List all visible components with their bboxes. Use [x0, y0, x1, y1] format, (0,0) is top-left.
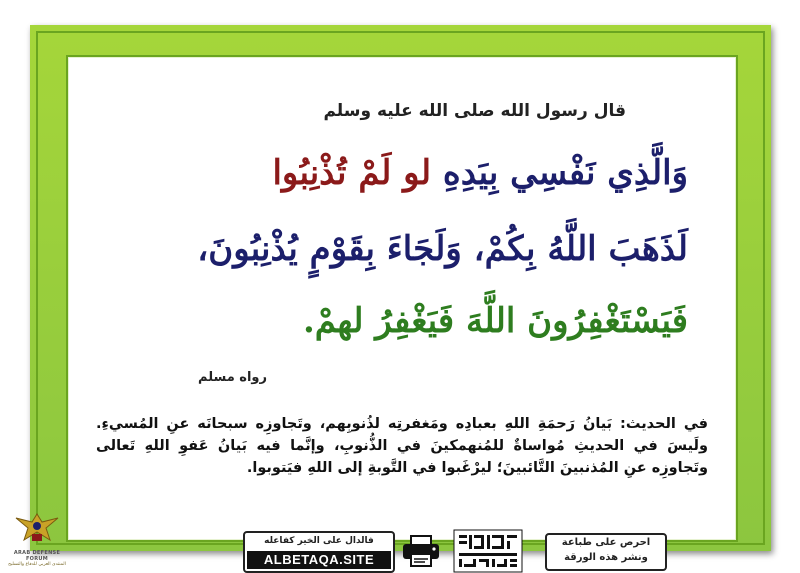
hadith-line-1	[272, 153, 688, 193]
print-reminder	[545, 533, 667, 571]
hadith-line-2: لَذَهَبَ اللَّهُ بِكُمْ، وَلَجَاءَ بِقَوْمٍ يُذْنِبُونَ،	[197, 229, 688, 269]
watermark-name: ARAB DEFENSE FORUM	[13, 550, 61, 562]
hadith-line-3: فَيَسْتَغْفِرُونَ اللَّهَ فَيَغْفِرُ لهمْ.	[302, 301, 688, 341]
watermark-logo	[4, 510, 70, 566]
site-url[interactable]: ALBETAQA.SITE	[247, 551, 391, 569]
hadith-line-1-part-b: لو لَمْ تُذْنِبُوا	[272, 153, 432, 193]
site-tagline: فالدال على الخير كفاعله	[264, 536, 374, 546]
intro-text: قال رسول الله صلى الله عليه وسلم	[323, 101, 626, 121]
footer-bar	[243, 531, 670, 571]
hadith-line-1-part-a: وَالَّذِي نَفْسِي بِيَدِهِ	[442, 153, 688, 193]
content-card	[66, 55, 738, 567]
dawa-logo	[453, 529, 523, 573]
printer-icon	[401, 534, 441, 568]
reminder-line-1: احرص على طباعة	[561, 537, 651, 548]
watermark-subtitle: المنتدى العربي للدفاع والتسليح	[8, 562, 66, 567]
site-badge[interactable]	[243, 531, 395, 573]
commentary-paragraph: في الحديث: بَيانُ رَحمَةِ اللهِ بعبادِه ومَغفرتِه لذُنوبِهم، وتَجاوزِه سبحانَه عنِ المُسيءِ. ولَيسَ في الحديثِ مُواساةٌ للمُنهمكينَ في الذُّنوبِ، وإنَّما فيه بَيانُ عَفوِ اللهِ تَعالى وتَجاوزِه عنِ المُذنبينَ التَّائبينَ؛ ليرْغَبوا في التَّوبةِ إلى اللهِ فيَتوبوا.	[96, 416, 708, 476]
reminder-line-2: ونشر هذه الورقة	[564, 552, 648, 563]
eagle-emblem-icon	[12, 510, 62, 546]
hadith-source: رواه مسلم	[198, 370, 267, 385]
